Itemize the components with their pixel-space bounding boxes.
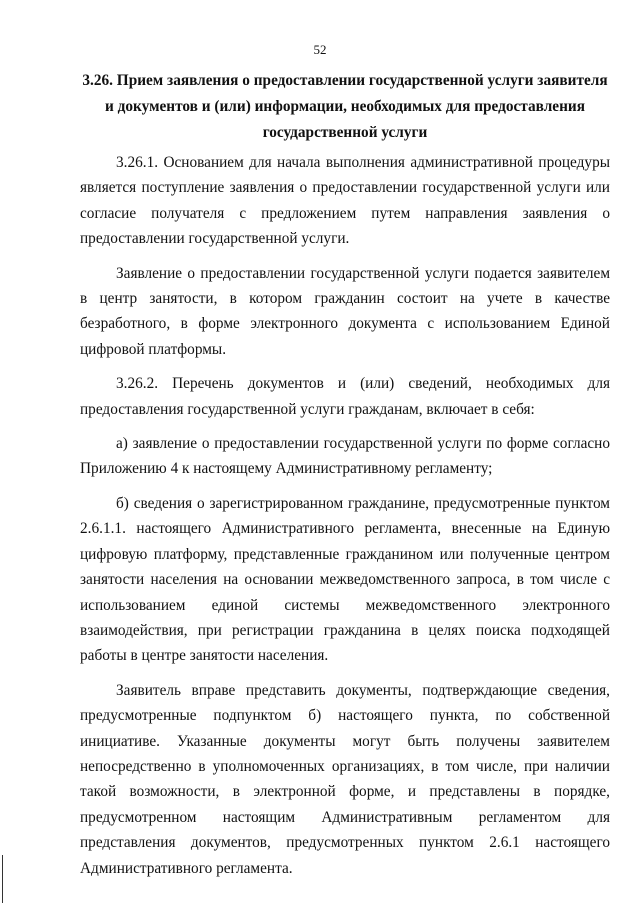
paragraph-applicant-rights: Заявитель вправе представить документы, подтверждающие сведения, предусмотренные подпунктом б) настоящего пункта, по собственной инициативе. Указанные документы могут быть получены заявителем непосредственно в уполномоченных организациях, в том числе, при наличии такой возможности, в электронной форме, и представлены в порядке, предусмотренном настоящим Административным регламентом для представления документов, предусмотренных пунктом 2.6.1 настоящего Административного регламента. [80, 681, 610, 877]
list-item-b: б) сведения о зарегистрированном гражданине, предусмотренные пунктом 2.6.1.1. настоящего Административного регламента, внесенные на Единую цифровую платформу, представленные гражданином или полученные центром занятости населения на основании межведомственного запроса, в том числе с использованием единой системы межведомственного электронного взаимодействия, при регистрации гражданина в целях поиска подходящей работы в центре занятости населения. [80, 494, 610, 665]
section-heading: 3.26. Прием заявления о предоставлении государственной услуги заявителя и документов и (или) информации, необходимых для предоставления государственной услуги [82, 72, 608, 141]
paragraph-3-26-1: 3.26.1. Основанием для начала выполнения административной процедуры является поступление заявления о предоставлении государственной услуги или согласие получателя с предложением путем направления заявления о предоставлении государственной услуги. [80, 154, 610, 248]
page-number: 52 [313, 42, 327, 57]
list-item-a: а) заявление о предоставлении государственной услуги по форме согласно Приложению 4 к настоящему Административному регламенту; [80, 435, 610, 478]
document-body [80, 150, 610, 890]
paragraph-application-submission: Заявление о предоставлении государственной услуги подается заявителем в центр занятости, в котором гражданин состоит на учете в качестве безработного, в форме электронного документа с использованием Единой цифровой платформы. [80, 264, 610, 358]
scan-margin-line [2, 855, 3, 903]
paragraph-3-26-2: 3.26.2. Перечень документов и (или) сведений, необходимых для предоставления государственной услуги гражданам, включает в себя: [80, 375, 610, 418]
